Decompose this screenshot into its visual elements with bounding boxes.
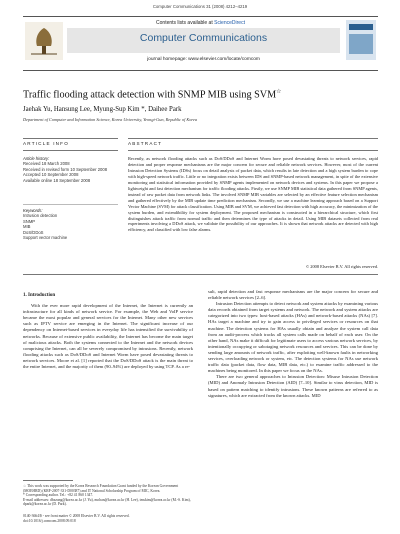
abstract-rule	[128, 138, 378, 139]
footnote: * Corresponding author. Tel.: +82 41 860 1347.	[23, 493, 94, 498]
body-paragraph: Intrusion Detection attempts to detect network and system attacks by examining various data records obtained from target systems and network. The network and system attacks are categorized into two types: host-based attacks (HAs) and network-based attacks (NAs) [7]. HAs target a machine and try to gain access to privileged services or resources on that machine. The detection systems for HAs usually obtain and analyze the system call data from an audit-process which tracks all system calls made on behalf of each user. On the other hand, NAs make it difficult for legitimate users to access various network services, by intentionally occupying or sabotaging network resources and services. This can be done by sending large amounts of network traffic, after exploiting well-known faults in networking services, overloading network or system, etc. The detection systems for NAs use network traffic data (packet data, flow data, MIB data, etc.) to examine traffic addressed to the machines being monitored. In this paper we focus on the NAs.	[208, 301, 378, 374]
journal-cover-icon	[346, 20, 376, 60]
keywords-rule	[23, 204, 118, 205]
article-title	[23, 88, 378, 100]
article-history	[23, 156, 113, 183]
body-paragraph: sult, rapid detection and fast response mechanisms are the major concern for secure and reliable network services [2–6].	[208, 289, 378, 301]
abstract-heading: ABSTRACT	[128, 141, 163, 146]
article-info-heading: ARTICLE INFO	[23, 141, 69, 146]
publisher-logo-icon	[25, 22, 63, 60]
keyword-item: SNMP	[23, 218, 36, 224]
body-paragraph: There are two general approaches to Intrusion Detection: Misuse Intrusion Detection (MID) and Anomaly Intrusion Detection (AID) [7–10]. Similar to virus detection, MID is based on pattern matching to identify intrusions. These known patterns are referred to as signatures, which are extracted from the known attacks. MID	[208, 374, 378, 398]
journal-homepage[interactable]: journal homepage: www.elsevier.com/locate/comcom	[147, 57, 260, 62]
title-footnote-marker: ☆	[276, 89, 282, 95]
body-paragraph: With the ever more rapid development of the Internet, the Internet is currently an infrastructure for all kinds of network service. For example, the Web and VoIP service became the most popular and general services for the Internet. Many other new services such as IPTV service are emerging in the Internet. The significant increase of our dependency on Internet-based services in everyday life has intensified the survivability of networks. Because of extensive public availability, the Internet has become the main target of malicious attacks. Both the systems connected to the Internet and the network devices comprising the Internet, can all be severely compromised by intrusions. Recently, network flooding attacks such as DoS/DDoS and Internet Worm have posed devastating threats to network services. Moore et al. [1] reported that the DoS/DDoS attack is the main threat to the entire Internet, and the majority of them (90–94%) are deployed by using TCP. As a re-	[23, 303, 193, 370]
contents-text: Contents lists available at	[156, 20, 213, 26]
footnote-rule	[23, 480, 73, 481]
header-rule-top	[23, 16, 378, 17]
journal-header	[23, 16, 378, 71]
article-info-rule	[23, 138, 118, 139]
imprint	[23, 514, 193, 523]
abstract-text: Recently, as network flooding attacks such as DoS/DDoS and Internet Worm have posed devastating threats to network services, rapid detection and proper response mechanisms are the major concern for secure and reliable network services. However, most of the current Intrusion Detection Systems (IDSs) focus on detail analysis of packet data, which results in late detection and a high system burden to cope with high-speed network traffic. Little or no integration exists between IDS and SNMP-based network management, in spite of the extensive monitoring and statistical information provided by SNMP agents implemented on network devices and systems. In this paper we propose a lightweight and fast detection mechanism for traffic flooding attacks. Firstly, we use SNMP MIB statistical data gathered from SNMP agents, instead of raw packet data from network links. The involved SNMP MIB variables are selected by an effective feature selection mechanism and gathered effectively by the MIB update time prediction mechanism. Secondly, we use a machine learning approach based on a Support Vector Machine (SVM) for attack classification. Using MIB and SVM, we achieved fast detection with high accuracy, the minimization of the system burden, and extendibility for system deployment. The proposed mechanism is constructed in a hierarchical structure, which first distinguishes attack traffic from normal traffic and then determines the type of attacks in detail. Using MIB datasets collected from real experiments involving a DDoS attack, we validate the possibility of our approaches. It is shown that network attacks are detected with high efficiency, and classified with low false alarms.	[128, 156, 378, 233]
history-revised: Received in revised form 10 September 2008	[23, 166, 108, 172]
introduction-heading: 1. Introduction	[23, 293, 56, 298]
history-received: Received 18 March 2008	[23, 161, 70, 167]
journal-name: Computer Communications	[139, 32, 268, 44]
history-label: Article history:	[23, 156, 50, 161]
journal-reference: Computer Communications 31 (2008) 4212–4219	[152, 4, 248, 9]
front-matter-rule	[23, 274, 378, 275]
affiliation: Department of Computer and Information Science, Korea University, Yeongi-Gun, Republic of Korea	[23, 117, 198, 122]
keyword-item: MIB	[23, 224, 31, 230]
body-column-right	[208, 289, 378, 399]
keyword-item: Support vector machine	[23, 235, 68, 241]
keyword-item: DoS/DDoS	[23, 229, 44, 235]
issn-line: 0140-3664/$ - see front matter © 2008 Elsevier B.V. All rights reserved.	[23, 514, 130, 518]
footnote: ☆ This work was supported by the Korea Research Foundation Grant funded by the Korean Government (MOEHRD) (KRF-2007-331-D00387) and IT National Scholarship Program of MIC, Korea.	[23, 484, 179, 493]
footnotes	[23, 480, 193, 507]
sciencedirect-link[interactable]: ScienceDirect	[214, 20, 245, 26]
body-column-left	[23, 293, 193, 370]
keyword-item: Intrusion detection	[23, 213, 58, 219]
keywords-label: Keywords:	[23, 208, 43, 213]
article-title-text: Traffic flooding attack detection with SNMP MIB using SVM	[23, 89, 277, 101]
keywords	[23, 208, 113, 240]
article-info-rule-bottom	[23, 150, 118, 151]
abstract-rule-bottom	[128, 150, 378, 151]
history-accepted: Accepted 10 September 2008	[23, 172, 79, 178]
doi-line[interactable]: doi:10.1016/j.comcom.2008.09.018	[23, 518, 76, 523]
authors: Jaehak Yu, Hansung Lee, Myung-Sup Kim *, Daihee Park	[23, 106, 182, 113]
footnote: E-mail addresses: dbzzang@korea.ac.kr (J. Yu), mohan@korea.ac.kr (H. Lee), tmskim@korea.ac.kr (M.-S. Kim), dpark@korea.ac.kr (D. Park).	[23, 497, 191, 507]
history-online: Available online 18 September 2008	[23, 177, 91, 183]
contents-line	[23, 20, 378, 26]
copyright: © 2008 Elsevier B.V. All rights reserved.	[305, 264, 378, 269]
header-rule-bottom	[23, 70, 378, 71]
